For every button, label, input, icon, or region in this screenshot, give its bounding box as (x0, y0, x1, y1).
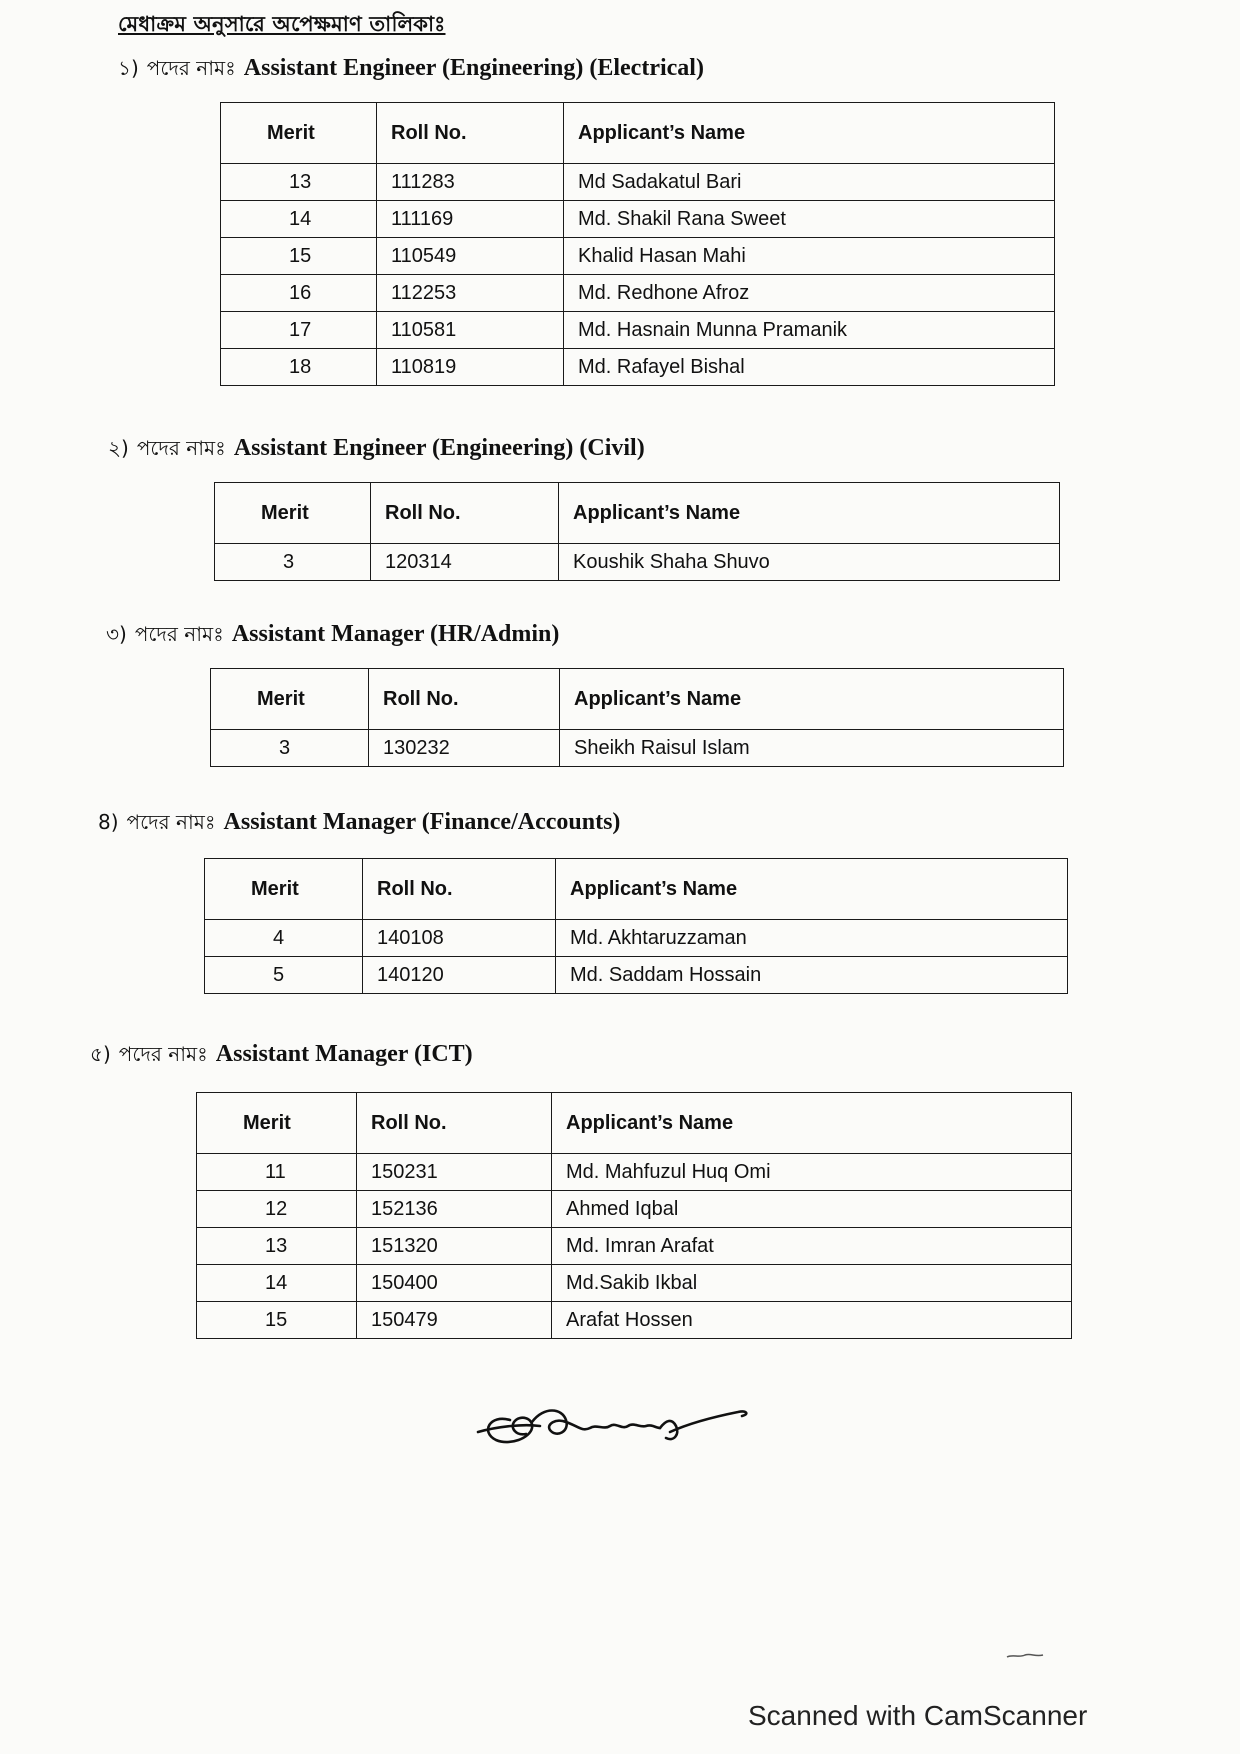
page-heading: মেধাক্রম অনুসারে অপেক্ষমাণ তালিকাঃ (118, 12, 446, 36)
column-header-merit: Merit (211, 669, 369, 730)
table-row (197, 1265, 1072, 1302)
signature-image (470, 1392, 760, 1462)
table-row (221, 275, 1055, 312)
post-name: Assistant Engineer (Engineering) (Civil) (233, 435, 645, 461)
table-row (197, 1228, 1072, 1265)
table-row (211, 730, 1064, 767)
merit-cell: 15 (197, 1302, 357, 1339)
name-cell: Md Sadakatul Bari (564, 164, 1055, 201)
table-row (221, 201, 1055, 238)
table-row (197, 1154, 1072, 1191)
table-header-row (197, 1093, 1072, 1154)
table-row (197, 1191, 1072, 1228)
merit-table-5 (196, 1092, 1072, 1339)
column-header-roll: Roll No. (357, 1093, 552, 1154)
merit-cell: 13 (221, 164, 377, 201)
section-title-2 (108, 434, 645, 467)
name-cell: Md. Imran Arafat (552, 1228, 1072, 1265)
section-label: পদের নামঃ (126, 810, 216, 834)
table-row (205, 957, 1068, 994)
section-label: পদের নামঃ (134, 622, 224, 646)
table-row (221, 312, 1055, 349)
post-name: Assistant Manager (ICT) (215, 1041, 473, 1067)
name-cell: Md. Rafayel Bishal (564, 349, 1055, 386)
section-title-3 (106, 620, 559, 653)
roll-cell: 151320 (357, 1228, 552, 1265)
name-cell: Md. Mahfuzul Huq Omi (552, 1154, 1072, 1191)
name-cell: Md. Shakil Rana Sweet (564, 201, 1055, 238)
post-name: Assistant Manager (HR/Admin) (231, 621, 560, 647)
merit-cell: 14 (197, 1265, 357, 1302)
section-number: ৫) (90, 1042, 111, 1066)
roll-cell: 152136 (357, 1191, 552, 1228)
column-header-merit: Merit (205, 859, 363, 920)
merit-table-1 (220, 102, 1055, 386)
section-label: পদের নামঃ (146, 56, 236, 80)
merit-table-2 (214, 482, 1060, 581)
roll-cell: 110581 (377, 312, 564, 349)
table-row (205, 920, 1068, 957)
roll-cell: 111169 (377, 201, 564, 238)
section-label: পদের নামঃ (136, 436, 226, 460)
roll-cell: 150231 (357, 1154, 552, 1191)
merit-cell: 13 (197, 1228, 357, 1265)
column-header-merit: Merit (215, 483, 371, 544)
merit-cell: 4 (205, 920, 363, 957)
scanner-watermark: Scanned with CamScanner (748, 1700, 1088, 1731)
merit-cell: 11 (197, 1154, 357, 1191)
roll-cell: 140108 (363, 920, 556, 957)
table-header-row (221, 103, 1055, 164)
section-title-5 (90, 1040, 473, 1073)
name-cell: Sheikh Raisul Islam (560, 730, 1064, 767)
merit-table-3 (210, 668, 1064, 767)
name-cell: Ahmed Iqbal (552, 1191, 1072, 1228)
table-row (221, 349, 1055, 386)
table-header-row (205, 859, 1068, 920)
roll-cell: 130232 (369, 730, 560, 767)
merit-cell: 12 (197, 1191, 357, 1228)
name-cell: Arafat Hossen (552, 1302, 1072, 1339)
table-row (215, 544, 1060, 581)
roll-cell: 140120 (363, 957, 556, 994)
column-header-merit: Merit (221, 103, 377, 164)
post-name: Assistant Manager (Finance/Accounts) (223, 809, 621, 835)
merit-cell: 3 (215, 544, 371, 581)
name-cell: Md. Redhone Afroz (564, 275, 1055, 312)
column-header-name: Applicant’s Name (559, 483, 1060, 544)
section-number: 8) (98, 810, 119, 834)
roll-cell: 110819 (377, 349, 564, 386)
post-name: Assistant Engineer (Engineering) (Electrical) (243, 55, 704, 81)
name-cell: Md. Akhtaruzzaman (556, 920, 1068, 957)
name-cell: Khalid Hasan Mahi (564, 238, 1055, 275)
table-row (221, 164, 1055, 201)
section-title-1 (118, 54, 704, 87)
name-cell: Md. Hasnain Munna Pramanik (564, 312, 1055, 349)
column-header-roll: Roll No. (371, 483, 559, 544)
merit-cell: 17 (221, 312, 377, 349)
table-header-row (215, 483, 1060, 544)
name-cell: Md.Sakib Ikbal (552, 1265, 1072, 1302)
column-header-name: Applicant’s Name (556, 859, 1068, 920)
roll-cell: 120314 (371, 544, 559, 581)
column-header-merit: Merit (197, 1093, 357, 1154)
column-header-roll: Roll No. (377, 103, 564, 164)
roll-cell: 112253 (377, 275, 564, 312)
column-header-roll: Roll No. (363, 859, 556, 920)
section-number: ৩) (106, 622, 127, 646)
roll-cell: 110549 (377, 238, 564, 275)
scan-smudge-mark (1005, 1651, 1045, 1661)
merit-cell: 5 (205, 957, 363, 994)
section-number: ২) (108, 436, 129, 460)
roll-cell: 111283 (377, 164, 564, 201)
column-header-name: Applicant’s Name (552, 1093, 1072, 1154)
table-row (221, 238, 1055, 275)
name-cell: Koushik Shaha Shuvo (559, 544, 1060, 581)
column-header-name: Applicant’s Name (564, 103, 1055, 164)
section-number: ১) (118, 56, 139, 80)
table-row (197, 1302, 1072, 1339)
merit-cell: 18 (221, 349, 377, 386)
roll-cell: 150400 (357, 1265, 552, 1302)
column-header-roll: Roll No. (369, 669, 560, 730)
name-cell: Md. Saddam Hossain (556, 957, 1068, 994)
column-header-name: Applicant’s Name (560, 669, 1064, 730)
roll-cell: 150479 (357, 1302, 552, 1339)
merit-cell: 16 (221, 275, 377, 312)
merit-cell: 14 (221, 201, 377, 238)
section-label: পদের নামঃ (118, 1042, 208, 1066)
table-header-row (211, 669, 1064, 730)
merit-cell: 3 (211, 730, 369, 767)
merit-cell: 15 (221, 238, 377, 275)
merit-table-4 (204, 858, 1068, 994)
section-title-4 (98, 808, 620, 841)
